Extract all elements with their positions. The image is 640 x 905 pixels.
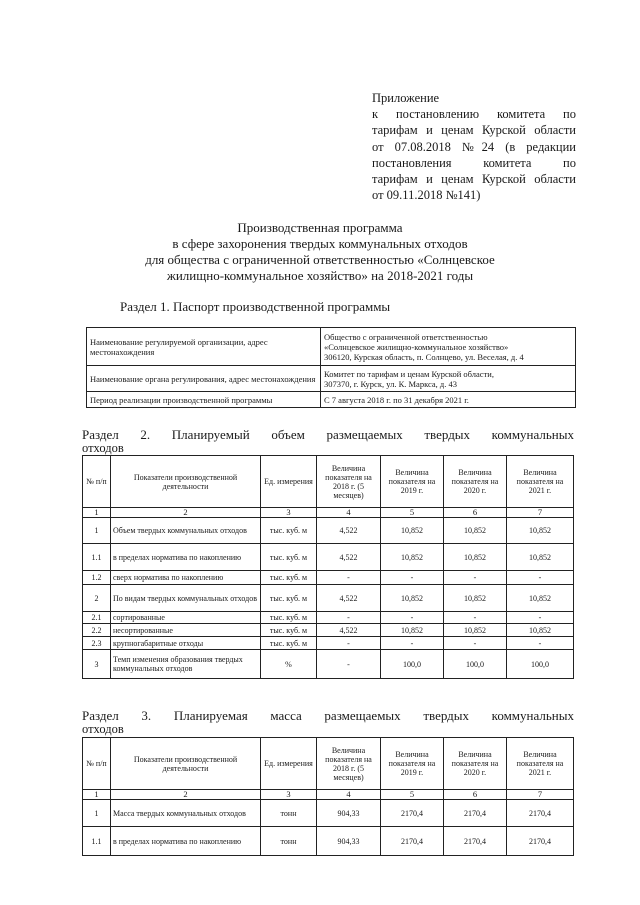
- passport-label: Наименование регулируемой организации, адрес местонахождения: [87, 328, 321, 366]
- table-row: [83, 624, 574, 637]
- table-row: [87, 328, 576, 366]
- passport-label: Период реализации производственной программы: [87, 392, 321, 408]
- row-value: -: [381, 612, 444, 624]
- row-num: 1.1: [83, 827, 111, 856]
- row-name: Темп изменения образования твердых коммунальных отходов: [111, 650, 261, 679]
- appendix-line: тарифам и ценам Курской области: [372, 123, 576, 138]
- table-row: [83, 585, 574, 612]
- row-value: -: [444, 571, 507, 585]
- volume-table: [82, 455, 574, 679]
- section3-heading-cont: отходов: [82, 722, 124, 736]
- row-unit: тонн: [261, 800, 317, 827]
- document-title: [100, 220, 540, 284]
- row-value: 4,522: [317, 585, 381, 612]
- index-row: [83, 790, 574, 800]
- passport-value: [321, 392, 576, 408]
- col-index: 7: [507, 790, 574, 800]
- title-line: для общества с ограниченной ответственностью «Солнцевское: [145, 252, 495, 267]
- row-num: 1.2: [83, 571, 111, 585]
- row-unit: тыс. куб. м: [261, 518, 317, 544]
- mass-table: [82, 737, 574, 856]
- row-value: 2170,4: [507, 827, 574, 856]
- table-row: [87, 392, 576, 408]
- row-value: 10,852: [444, 585, 507, 612]
- col-index: 3: [261, 790, 317, 800]
- col-index: 6: [444, 508, 507, 518]
- row-value: -: [317, 571, 381, 585]
- row-num: 2: [83, 585, 111, 612]
- row-value: 2170,4: [444, 800, 507, 827]
- col-index: 5: [381, 508, 444, 518]
- row-name: крупногабаритные отходы: [111, 637, 261, 650]
- col-index: 4: [317, 508, 381, 518]
- col-header: № п/п: [83, 738, 111, 790]
- row-name: сверх норматива по накоплению: [111, 571, 261, 585]
- section3-heading: Раздел 3. Планируемая масса размещаемых твердых коммунальных: [82, 708, 574, 723]
- row-name: Объем твердых коммунальных отходов: [111, 518, 261, 544]
- row-name: в пределах норматива по накоплению: [111, 827, 261, 856]
- section1-heading: Раздел 1. Паспорт производственной программы: [120, 299, 391, 314]
- row-value: 4,522: [317, 518, 381, 544]
- row-value: 10,852: [381, 518, 444, 544]
- value-line: 307370, г. Курск, ул. К. Маркса, д. 43: [324, 378, 457, 389]
- col-index: 1: [83, 790, 111, 800]
- col-index: 1: [83, 508, 111, 518]
- col-index: 6: [444, 790, 507, 800]
- row-value: 904,33: [317, 800, 381, 827]
- table-row: [83, 637, 574, 650]
- appendix-line: к постановлению комитета по: [372, 107, 576, 122]
- row-value: 2170,4: [381, 827, 444, 856]
- col-header: Величина показателя на 2018 г. (5 месяцев): [317, 456, 381, 508]
- row-value: -: [381, 637, 444, 650]
- col-index: 5: [381, 790, 444, 800]
- row-value: 10,852: [444, 518, 507, 544]
- row-value: 10,852: [444, 544, 507, 571]
- row-value: 2170,4: [381, 800, 444, 827]
- row-num: 1.1: [83, 544, 111, 571]
- col-header: Величина показателя на 2020 г.: [444, 738, 507, 790]
- header-row: [83, 456, 574, 508]
- table-row: [83, 612, 574, 624]
- col-header: Величина показателя на 2019 г.: [381, 456, 444, 508]
- section2-heading: Раздел 2. Планируемый объем размещаемых твердых коммунальных: [82, 427, 574, 442]
- row-name: Масса твердых коммунальных отходов: [111, 800, 261, 827]
- row-num: 2.3: [83, 637, 111, 650]
- col-header: Величина показателя на 2019 г.: [381, 738, 444, 790]
- row-value: 100,0: [381, 650, 444, 679]
- title-line: Производственная программа: [237, 220, 403, 235]
- value-line: Комитет по тарифам и ценам Курской области,: [324, 368, 494, 379]
- col-header: Ед. измерения: [261, 738, 317, 790]
- appendix-line: тарифам и ценам Курской области: [372, 172, 576, 187]
- row-num: 1: [83, 800, 111, 827]
- appendix-line: постановления комитета по: [372, 155, 576, 170]
- table-row: [87, 366, 576, 392]
- col-index: 7: [507, 508, 574, 518]
- row-value: 10,852: [381, 585, 444, 612]
- row-value: -: [507, 612, 574, 624]
- passport-table: [86, 327, 576, 408]
- col-header: Величина показателя на 2021 г.: [507, 456, 574, 508]
- row-value: 10,852: [381, 624, 444, 637]
- col-header: Величина показателя на 2020 г.: [444, 456, 507, 508]
- row-name: сортированные: [111, 612, 261, 624]
- row-num: 3: [83, 650, 111, 679]
- value-line: 306120, Курская область, п. Солнцево, ул. Веселая, д. 4: [324, 351, 524, 362]
- row-unit: тыс. куб. м: [261, 585, 317, 612]
- passport-value: [321, 328, 576, 366]
- row-name: в пределах норматива по накоплению: [111, 544, 261, 571]
- col-header: № п/п: [83, 456, 111, 508]
- row-value: 4,522: [317, 544, 381, 571]
- row-unit: тыс. куб. м: [261, 637, 317, 650]
- row-value: 2170,4: [444, 827, 507, 856]
- row-value: 100,0: [507, 650, 574, 679]
- row-value: 904,33: [317, 827, 381, 856]
- row-name: несортированные: [111, 624, 261, 637]
- col-header: Величина показателя на 2018 г. (5 месяцев): [317, 738, 381, 790]
- col-header: Ед. измерения: [261, 456, 317, 508]
- col-index: 2: [111, 508, 261, 518]
- row-value: 100,0: [444, 650, 507, 679]
- col-header: Показатели производственной деятельности: [111, 738, 261, 790]
- passport-label: Наименование органа регулирования, адрес местонахождения: [87, 366, 321, 392]
- section2-heading-cont: отходов: [82, 441, 124, 455]
- row-value: 10,852: [507, 518, 574, 544]
- value-line: «Солнцевское жилищно-коммунальное хозяйство»: [324, 341, 509, 352]
- col-index: 3: [261, 508, 317, 518]
- appendix-block: [372, 90, 576, 203]
- header-row: [83, 738, 574, 790]
- table-row: [83, 650, 574, 679]
- row-unit: тыс. куб. м: [261, 612, 317, 624]
- table-row: [83, 827, 574, 856]
- col-header: Величина показателя на 2021 г.: [507, 738, 574, 790]
- row-value: 10,852: [507, 585, 574, 612]
- title-line: в сфере захоронения твердых коммунальных отходов: [172, 236, 468, 251]
- col-index: 4: [317, 790, 381, 800]
- col-index: 2: [111, 790, 261, 800]
- row-num: 2.2: [83, 624, 111, 637]
- row-unit: %: [261, 650, 317, 679]
- appendix-line: от 07.08.2018 №24 (в редакции: [372, 139, 576, 154]
- table-row: [83, 544, 574, 571]
- row-value: -: [507, 571, 574, 585]
- row-num: 2.1: [83, 612, 111, 624]
- row-value: 10,852: [381, 544, 444, 571]
- appendix-line: Приложение: [372, 91, 440, 105]
- row-value: 4,522: [317, 624, 381, 637]
- row-value: -: [317, 612, 381, 624]
- table-row: [83, 571, 574, 585]
- row-unit: тонн: [261, 827, 317, 856]
- row-value: 10,852: [444, 624, 507, 637]
- row-unit: тыс. куб. м: [261, 544, 317, 571]
- index-row: [83, 508, 574, 518]
- row-value: 2170,4: [507, 800, 574, 827]
- row-value: -: [444, 612, 507, 624]
- row-unit: тыс. куб. м: [261, 624, 317, 637]
- passport-value: [321, 366, 576, 392]
- col-header: Показатели производственной деятельности: [111, 456, 261, 508]
- row-value: -: [444, 637, 507, 650]
- row-num: 1: [83, 518, 111, 544]
- value-line: С 7 августа 2018 г. по 31 декабря 2021 г.: [324, 394, 469, 405]
- row-name: По видам твердых коммунальных отходов: [111, 585, 261, 612]
- row-value: -: [317, 650, 381, 679]
- row-value: 10,852: [507, 624, 574, 637]
- row-value: -: [317, 637, 381, 650]
- value-line: Общество с ограниченной ответственностью: [324, 331, 488, 342]
- row-value: 10,852: [507, 544, 574, 571]
- table-row: [83, 800, 574, 827]
- row-value: -: [381, 571, 444, 585]
- table-row: [83, 518, 574, 544]
- row-unit: тыс. куб. м: [261, 571, 317, 585]
- appendix-line: от 09.11.2018 №141): [372, 188, 481, 203]
- row-value: -: [507, 637, 574, 650]
- title-line: жилищно-коммунальное хозяйство» на 2018-2021 годы: [166, 268, 474, 283]
